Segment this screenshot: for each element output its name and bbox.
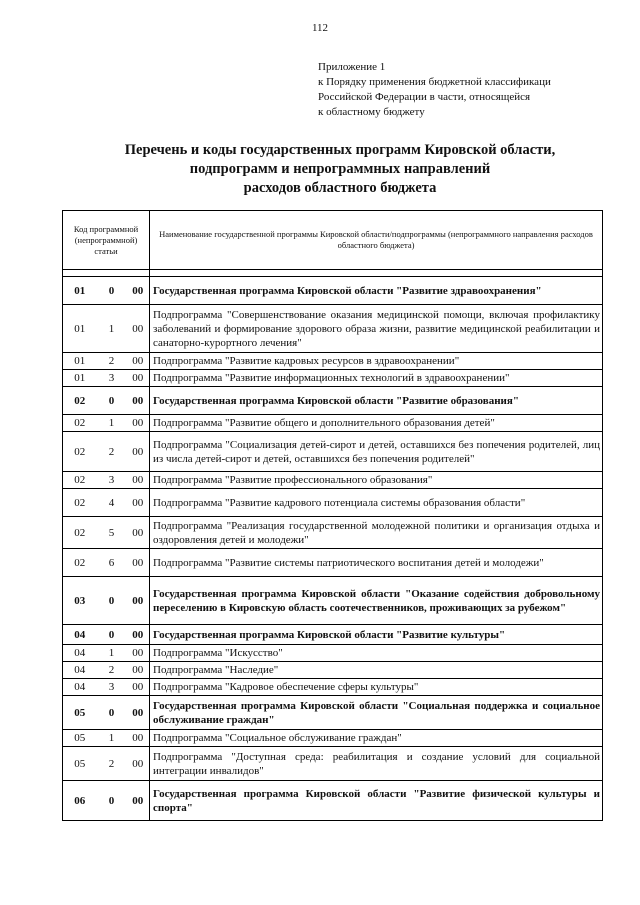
code-direction: 00	[127, 517, 150, 549]
code-direction: 00	[127, 432, 150, 472]
program-name: Подпрограмма "Развитие кадровых ресурсов в здравоохранении"	[150, 353, 603, 370]
program-name: Подпрограмма "Доступная среда: реабилитация и создание условий для социальной интеграции инвалидов"	[150, 747, 603, 781]
code-program: 02	[63, 549, 97, 577]
code-direction: 00	[127, 387, 150, 415]
code-direction: 00	[127, 730, 150, 747]
code-subprogram: 1	[97, 415, 127, 432]
header-code: Код программной (непрограммной) статьи	[63, 211, 150, 270]
code-program: 05	[63, 730, 97, 747]
program-name: Подпрограмма "Совершенствование оказания медицинской помощи, включая профилактику заболеваний и формирование здорового образа жизни, развитие медицинской реабилитации и санаторно-курортного лечения"	[150, 305, 603, 353]
appendix-note	[318, 60, 618, 120]
table-row	[63, 679, 603, 696]
code-subprogram: 2	[97, 353, 127, 370]
code-direction: 00	[127, 305, 150, 353]
program-name: Государственная программа Кировской области "Развитие образования"	[150, 387, 603, 415]
table-row	[63, 370, 603, 387]
code-subprogram: 1	[97, 645, 127, 662]
code-program: 05	[63, 747, 97, 781]
program-name: Подпрограмма "Кадровое обеспечение сферы культуры"	[150, 679, 603, 696]
code-direction: 00	[127, 662, 150, 679]
appendix-line: Российской Федерации в части, относящейся	[318, 91, 531, 103]
appendix-line: к областному бюджету	[318, 106, 425, 118]
table-row	[63, 305, 603, 353]
header-spacer-row	[63, 270, 603, 277]
table-header-row	[63, 211, 603, 270]
table-row	[63, 577, 603, 625]
program-name: Подпрограмма "Социальное обслуживание граждан"	[150, 730, 603, 747]
table-row	[63, 747, 603, 781]
code-direction: 00	[127, 679, 150, 696]
code-subprogram: 0	[97, 577, 127, 625]
code-program: 01	[63, 370, 97, 387]
code-program: 02	[63, 387, 97, 415]
table-row	[63, 472, 603, 489]
program-name: Подпрограмма "Реализация государственной молодежной политики и организация отдыха и оздоровления детей и молодежи"	[150, 517, 603, 549]
code-program: 04	[63, 679, 97, 696]
code-direction: 00	[127, 277, 150, 305]
code-subprogram: 2	[97, 432, 127, 472]
code-subprogram: 5	[97, 517, 127, 549]
code-subprogram: 2	[97, 747, 127, 781]
program-name: Государственная программа Кировской области "Оказание содействия добровольному переселению в Кировскую область соотечественников, проживающих за рубежом"	[150, 577, 603, 625]
code-program: 03	[63, 577, 97, 625]
code-direction: 00	[127, 370, 150, 387]
spacer-cell	[150, 270, 603, 277]
code-program: 02	[63, 489, 97, 517]
program-name: Подпрограмма "Развитие системы патриотического воспитания детей и молодежи"	[150, 549, 603, 577]
code-subprogram: 4	[97, 489, 127, 517]
table-row	[63, 432, 603, 472]
code-direction: 00	[127, 472, 150, 489]
code-direction: 00	[127, 625, 150, 645]
code-program: 02	[63, 415, 97, 432]
code-subprogram: 6	[97, 549, 127, 577]
table-row	[63, 730, 603, 747]
table-row	[63, 625, 603, 645]
spacer-cell	[63, 270, 97, 277]
code-subprogram: 1	[97, 305, 127, 353]
table-row	[63, 489, 603, 517]
program-name: Подпрограмма "Развитие информационных технологий в здравоохранении"	[150, 370, 603, 387]
document-title	[60, 141, 620, 198]
code-direction: 00	[127, 549, 150, 577]
program-name: Государственная программа Кировской области "Социальная поддержка и социальное обслуживание граждан"	[150, 696, 603, 730]
program-codes-table	[62, 210, 603, 821]
program-name: Государственная программа Кировской области "Развитие культуры"	[150, 625, 603, 645]
table-body	[63, 270, 603, 821]
table-row	[63, 645, 603, 662]
table-row	[63, 549, 603, 577]
table-row	[63, 662, 603, 679]
program-name: Подпрограмма "Искусство"	[150, 645, 603, 662]
header-name: Наименование государственной программы Кировской области/подпрограммы (непрограммного направления расходов областного бюджета)	[150, 211, 603, 270]
program-name: Подпрограмма "Социализация детей-сирот и детей, оставшихся без попечения родителей, лиц из числа детей-сирот и детей, оставшихся без попечения родителей"	[150, 432, 603, 472]
title-line: Перечень и коды государственных программ Кировской области,	[124, 142, 556, 158]
code-direction: 00	[127, 645, 150, 662]
spacer-cell	[127, 270, 150, 277]
code-program: 06	[63, 781, 97, 821]
table-row	[63, 415, 603, 432]
program-name: Подпрограмма "Развитие кадрового потенциала системы образования области"	[150, 489, 603, 517]
program-name: Государственная программа Кировской области "Развитие здравоохранения"	[150, 277, 603, 305]
code-subprogram: 0	[97, 277, 127, 305]
table-row	[63, 781, 603, 821]
code-program: 04	[63, 662, 97, 679]
code-subprogram: 1	[97, 730, 127, 747]
code-direction: 00	[127, 781, 150, 821]
code-direction: 00	[127, 696, 150, 730]
code-program: 05	[63, 696, 97, 730]
code-program: 01	[63, 353, 97, 370]
code-subprogram: 2	[97, 662, 127, 679]
program-name: Подпрограмма "Развитие профессионального образования"	[150, 472, 603, 489]
code-subprogram: 3	[97, 370, 127, 387]
program-name: Подпрограмма "Развитие общего и дополнительного образования детей"	[150, 415, 603, 432]
code-subprogram: 0	[97, 625, 127, 645]
code-direction: 00	[127, 747, 150, 781]
table-row	[63, 353, 603, 370]
code-program: 01	[63, 305, 97, 353]
code-subprogram: 0	[97, 696, 127, 730]
table-row	[63, 517, 603, 549]
program-name: Государственная программа Кировской области "Развитие физической культуры и спорта"	[150, 781, 603, 821]
appendix-line: к Порядку применения бюджетной классификаци	[318, 76, 551, 88]
code-program: 02	[63, 432, 97, 472]
title-line: расходов областного бюджета	[243, 180, 437, 196]
appendix-line: Приложение 1	[318, 61, 386, 73]
code-subprogram: 3	[97, 472, 127, 489]
code-program: 01	[63, 277, 97, 305]
code-program: 02	[63, 517, 97, 549]
code-direction: 00	[127, 415, 150, 432]
code-subprogram: 3	[97, 679, 127, 696]
code-subprogram: 0	[97, 781, 127, 821]
code-program: 02	[63, 472, 97, 489]
spacer-cell	[97, 270, 127, 277]
code-direction: 00	[127, 577, 150, 625]
code-program: 04	[63, 645, 97, 662]
code-program: 04	[63, 625, 97, 645]
table-row	[63, 387, 603, 415]
code-direction: 00	[127, 353, 150, 370]
table-row	[63, 696, 603, 730]
title-line: подпрограмм и непрограммных направлений	[189, 161, 491, 177]
code-direction: 00	[127, 489, 150, 517]
page-number: 112	[311, 22, 329, 34]
table-row	[63, 277, 603, 305]
code-subprogram: 0	[97, 387, 127, 415]
program-name: Подпрограмма "Наследие"	[150, 662, 603, 679]
